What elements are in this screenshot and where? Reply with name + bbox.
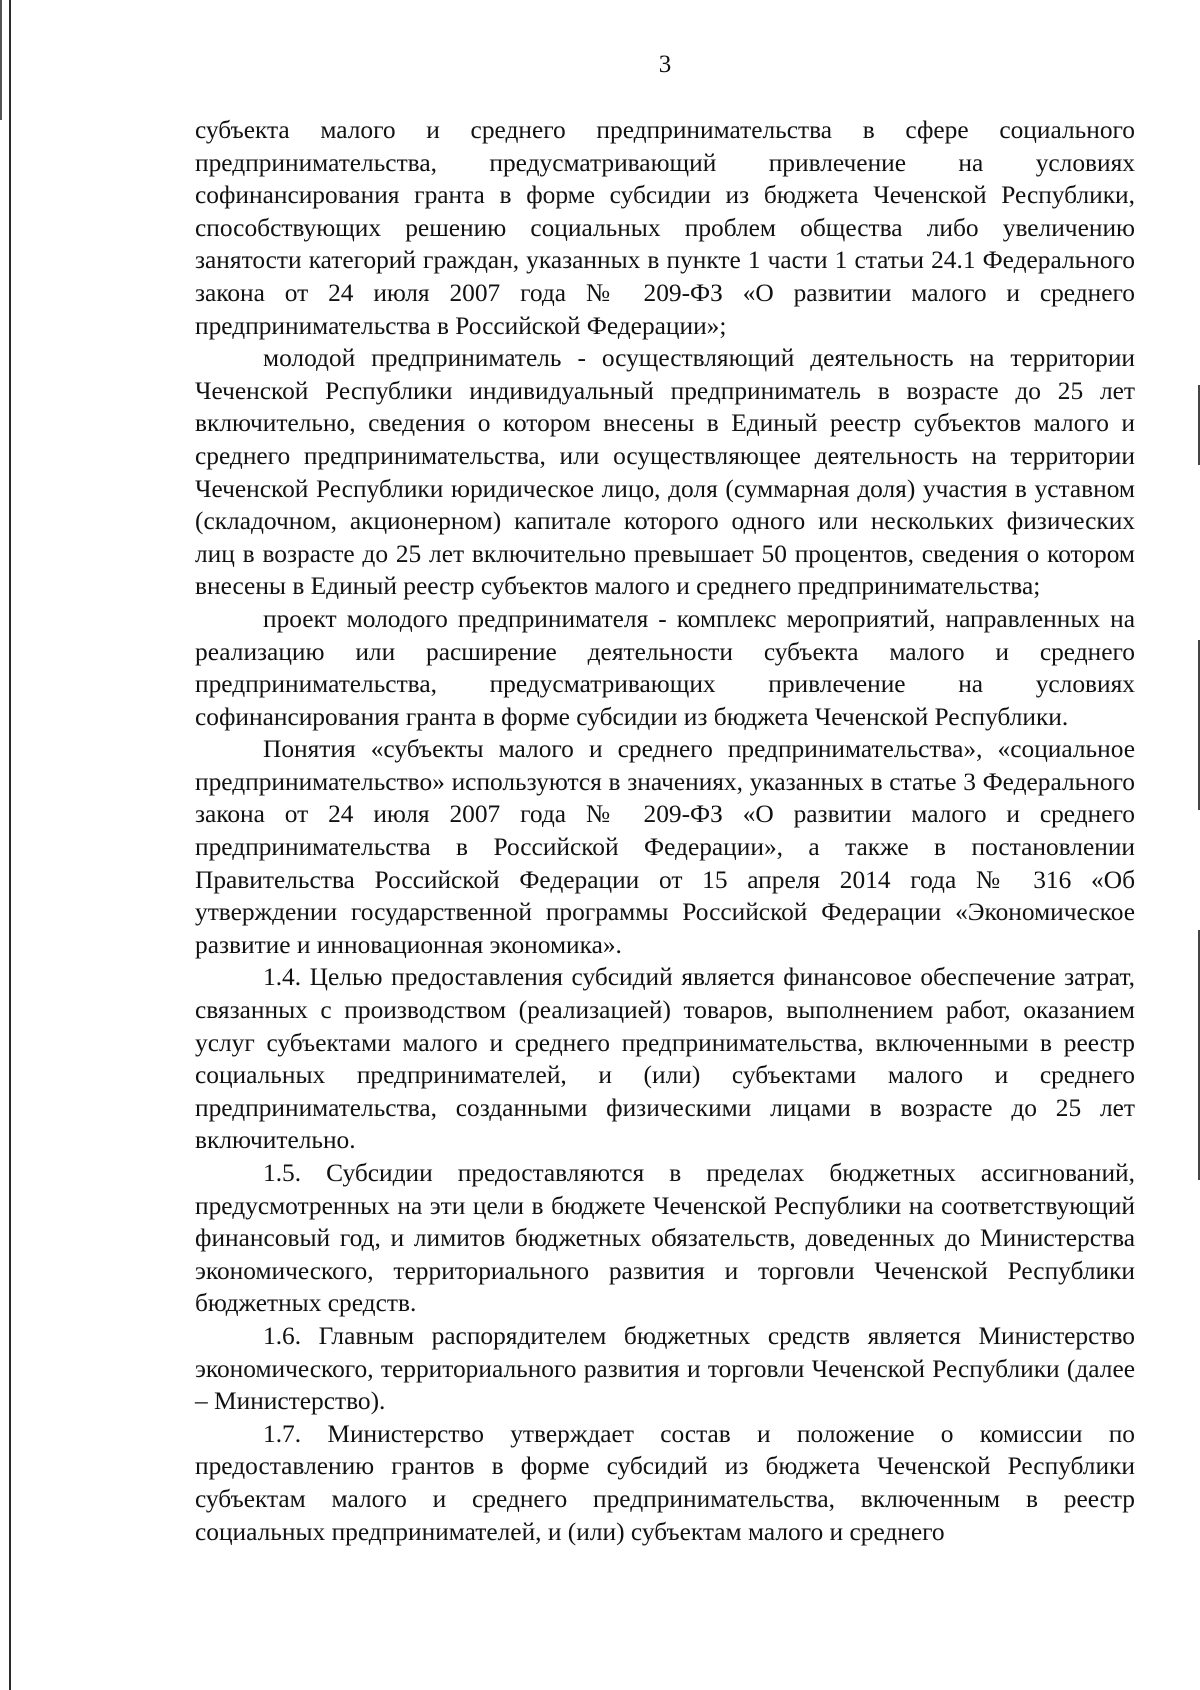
- paragraph-young-entrepreneur-project: проект молодого предпринимателя - комплекс мероприятий, направленных на реализацию или расширение деятельности субъекта малого и среднего предпринимательства, предусматривающих привлечение на условиях софинансирования гранта в форме субсидии из бюджета Чеченской Республики.: [195, 604, 1135, 731]
- document-body: [195, 114, 1135, 1548]
- paragraph-terms-definitions: Понятия «субъекты малого и среднего предпринимательства», «социальное предпринимательство» используются в значениях, указанных в статье 3 Федерального закона от 24 июля 2007 года № 209-ФЗ «О развитии малого и среднего предпринимательства в Российской Федерации», а также в постановлении Правительства Российской Федерации от 15 апреля 2014 года № 316 «Об утверждении государственной программы Российской Федерации «Экономическое развитие и инновационная экономика».: [195, 735, 1135, 959]
- paragraph-1-6: 1.6. Главным распорядителем бюджетных средств является Министерство экономического, территориального развития и торговли Чеченской Республики (далее – Министерство).: [195, 1321, 1135, 1416]
- paragraph-1-5: 1.5. Субсидии предоставляются в пределах бюджетных ассигнований, предусмотренных на эти цели в бюджете Чеченской Республики на соответствующий финансовый год, и лимитов бюджетных обязательств, доведенных до Министерства экономического, территориального развития и торговли Чеченской Республики бюджетных средств.: [195, 1159, 1135, 1318]
- paragraph-social-enterprise-project: субъекта малого и среднего предпринимательства в сфере социального предпринимательства, предусматривающий привлечение на условиях софинансирования гранта в форме субсидии из бюджета Чеченской Республики, способствующих решению социальных проблем общества либо увеличению занятости категорий граждан, указанных в пункте 1 части 1 статьи 24.1 Федерального закона от 24 июля 2007 года № 209-ФЗ «О развитии малого и среднего предпринимательства в Российской Федерации»;: [195, 116, 1135, 340]
- page-number: 3: [658, 51, 672, 78]
- scan-edge-left: [9, 0, 11, 1690]
- paragraph-1-7: 1.7. Министерство утверждает состав и положение о комиссии по предоставлению грантов в форме субсидий из бюджета Чеченской Республики субъектам малого и среднего предпринимательства, включенным в реестр социальных предпринимателей, и (или) субъектам малого и среднего: [195, 1419, 1135, 1546]
- paragraph-young-entrepreneur: молодой предприниматель - осуществляющий деятельность на территории Чеченской Республики индивидуальный предприниматель в возрасте до 25 лет включительно, сведения о котором внесены в Единый реестр субъектов малого и среднего предпринимательства, или осуществляющее деятельность на территории Чеченской Республики юридическое лицо, доля (суммарная доля) участия в уставном (складочном, акционерном) капитале которого одного или нескольких физических лиц в возрасте до 25 лет включительно превышает 50 процентов, сведения о котором внесены в Единый реестр субъектов малого и среднего предпринимательства;: [195, 344, 1135, 601]
- paragraph-1-4: 1.4. Целью предоставления субсидий является финансовое обеспечение затрат, связанных с производством (реализацией) товаров, выполнением работ, оказанием услуг субъектами малого и среднего предпринимательства, включенными в реестр социальных предпринимателей, и (или) субъектами малого и среднего предпринимательства, созданными физическими лицами в возрасте до 25 лет включительно.: [195, 963, 1135, 1155]
